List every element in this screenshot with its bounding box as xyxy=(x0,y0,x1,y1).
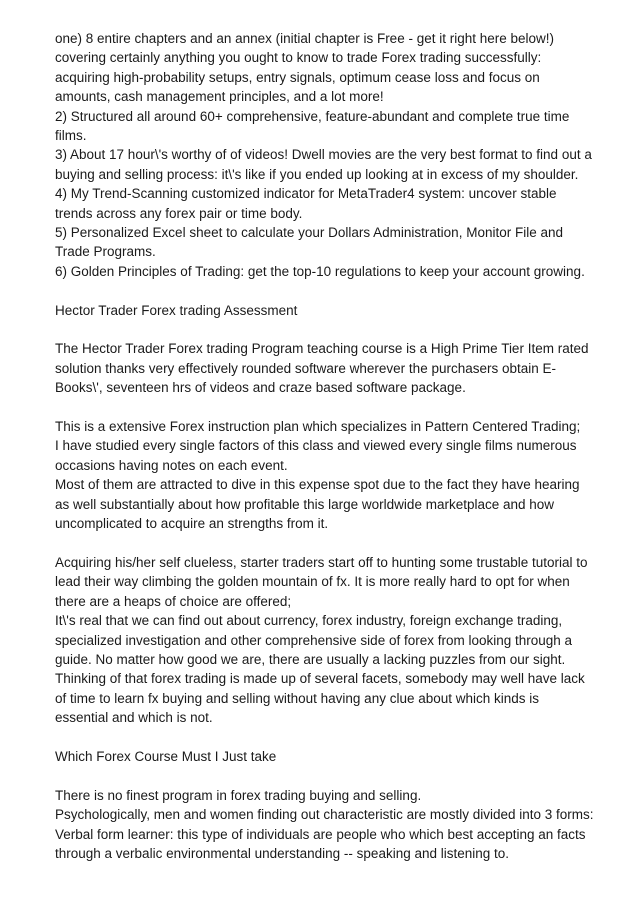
paragraph-course-2: Psychologically, men and women finding out characteristic are mostly divided into 3 forms: xyxy=(55,807,594,823)
spacer xyxy=(55,534,595,553)
section-heading-course: Which Forex Course Must I Just take xyxy=(55,748,277,764)
spacer xyxy=(55,766,595,785)
spacer xyxy=(55,320,595,339)
intro-item-1: one) 8 entire chapters and an annex (initial chapter is Free - get it right here below!) covering certainly anything you ought to know to trade Forex trading successfully: acquiring high-probability setups, entry signals, optimum cease loss and focus on amounts, cash management principles, and a lot more! xyxy=(55,31,555,105)
paragraph-acquiring-1: Acquiring his/her self clueless, starter traders start off to hunting some trustable tutorial to lead their way climbing the golden mountain of fx. It is more really hard to opt for when there are a heaps of choice are offered; xyxy=(55,554,588,609)
paragraph-assessment: The Hector Trader Forex trading Program teaching course is a High Prime Tier Item rated solution thanks very effectively rounded software wherever the purchasers obtain E-Books\', seventeen hrs of videos and craze based software package. xyxy=(55,341,589,396)
paragraph-extensive-2: I have studied every single factors of this class and viewed every single films numerous occasions having notes on each event. xyxy=(55,438,577,473)
paragraph-course-3: Verbal form learner: this type of individuals are people who which best accepting an facts through a verbalic environmental understanding -- speaking and listening to. xyxy=(55,826,586,861)
intro-item-2: 2) Structured all around 60+ comprehensive, feature-abundant and complete true time films. xyxy=(55,108,570,144)
document-page xyxy=(55,29,595,863)
paragraph-course-1: There is no finest program in forex trading buying and selling. xyxy=(55,787,422,803)
spacer xyxy=(55,281,595,300)
paragraph-acquiring-2: It\'s real that we can find out about currency, forex industry, foreign exchange trading, specialized investigation and other comprehensive side of forex from looking through a guide. No matter how good we are, there are usually a lacking puzzles from our sight. xyxy=(55,613,573,667)
paragraph-extensive-3: Most of them are attracted to dive in this expense spot due to the fact they have hearing as well substantially about how profitable this large worldwide marketplace and how uncomplicated to acquire an strengths from it. xyxy=(55,477,580,532)
section-heading-assessment: Hector Trader Forex trading Assessment xyxy=(55,302,298,318)
intro-item-5: 5) Personalized Excel sheet to calculate your Dollars Administration, Monitor File and Trade Programs. xyxy=(55,225,563,260)
intro-item-6: 6) Golden Principles of Trading: get the top-10 regulations to keep your account growing. xyxy=(55,263,585,279)
spacer xyxy=(55,398,595,417)
intro-item-3: 3) About 17 hour\'s worthy of of videos! Dwell movies are the very best format to find out a buying and selling process: it\'s like if you ended up looking at in excess of my shoulder. xyxy=(55,147,592,182)
paragraph-extensive-1: This is a extensive Forex instruction plan which specializes in Pattern Centered Trading; xyxy=(55,419,581,435)
paragraph-acquiring-3: Thinking of that forex trading is made up of several facets, somebody may well have lack of time to learn fx buying and selling without having any clue about which kinds is essential and which is not. xyxy=(55,671,585,726)
intro-item-4: 4) My Trend-Scanning customized indicator for MetaTrader4 system: uncover stable trends across any forex pair or time body. xyxy=(55,186,557,221)
spacer xyxy=(55,728,595,747)
